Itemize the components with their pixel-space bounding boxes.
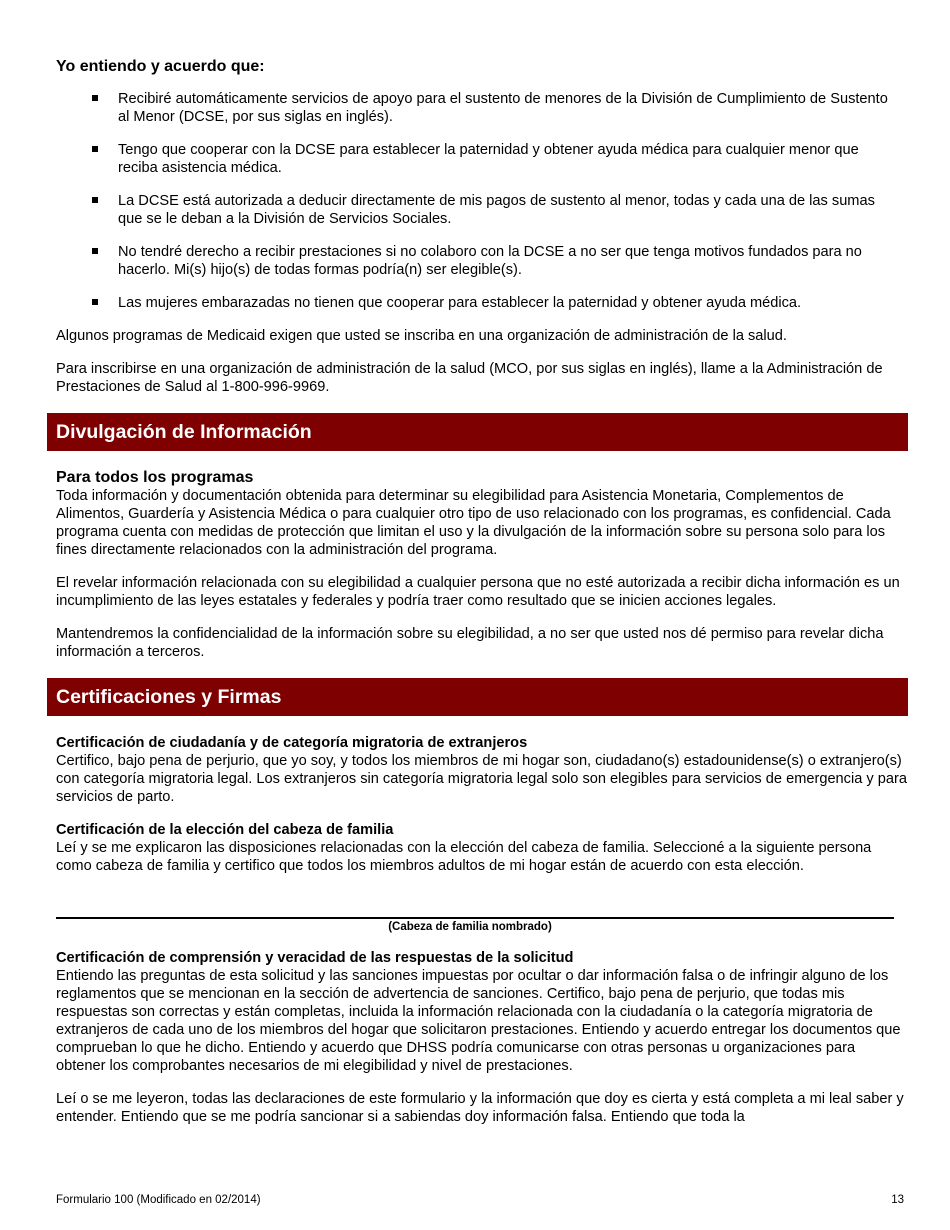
bullet-square-icon <box>92 95 98 101</box>
head-of-household-signature-line[interactable] <box>56 897 894 919</box>
disclosure-section-header: Divulgación de Información <box>47 413 908 451</box>
page-number: 13 <box>891 1194 904 1206</box>
head-of-household-certification <box>56 821 908 875</box>
bullet-square-icon <box>92 146 98 152</box>
list-item: Recibiré automáticamente servicios de apoyo para el sustento de menores de la División de Cumplimiento de Sustento al Menor (DCSE, por sus siglas en inglés). <box>118 90 908 126</box>
certifications-section-header: Certificaciones y Firmas <box>47 678 908 716</box>
disclosure-subheading: Para todos los programas <box>56 469 254 486</box>
signature-caption: (Cabeza de familia nombrado) <box>388 921 552 933</box>
read-statement-text: Leí o se me leyeron, todas las declaraciones de este formulario y la información que doy es cierta y está completa a mi leal saber y entender. Entiendo que se me podría sancionar si a sabiendas doy información falsa. Entiendo que toda la <box>56 1091 904 1125</box>
head-of-household-heading: Certificación de la elección del cabeza de familia <box>56 822 394 838</box>
list-item: La DCSE está autorizada a deducir directamente de mis pagos de sustento al menor, todas y cada una de las sumas que se le deban a la División de Servicios Sociales. <box>118 192 908 228</box>
list-item: Tengo que cooperar con la DCSE para establecer la paternidad y obtener ayuda médica para cualquier menor que reciba asistencia médica. <box>118 141 908 177</box>
medicaid-mco-note: Algunos programas de Medicaid exigen que usted se inscriba en una organización de administración de la salud. <box>56 328 787 344</box>
page-content <box>56 58 908 1141</box>
agreement-heading: Yo entiendo y acuerdo que: <box>56 58 265 75</box>
citizenship-heading: Certificación de ciudadanía y de categoría migratoria de extranjeros <box>56 735 528 751</box>
bullet-square-icon <box>92 299 98 305</box>
disclosure-paragraph-3: Mantendremos la confidencialidad de la información sobre su elegibilidad, a no ser que usted nos dé permiso para revelar dicha información a terceros. <box>56 626 884 660</box>
mco-enrollment-note: Para inscribirse en una organización de administración de la salud (MCO, por sus siglas en inglés), llame a la Administración de Prestaciones de Salud al 1-800-996-9969. <box>56 361 883 395</box>
bullet-square-icon <box>92 248 98 254</box>
list-item: Las mujeres embarazadas no tienen que cooperar para establecer la paternidad y obtener ayuda médica. <box>118 294 908 312</box>
list-item: No tendré derecho a recibir prestaciones si no colaboro con la DCSE a no ser que tenga motivos fundados para no hacerlo. Mi(s) hijo(s) de todas formas podría(n) ser elegible(s). <box>118 243 908 279</box>
disclosure-paragraph-2: El revelar información relacionada con su elegibilidad a cualquier persona que no esté autorizada a recibir dicha información es un incumplimiento de las leyes estatales y federales y podría traer como resultado que se inicien acciones legales. <box>56 575 900 609</box>
form-label: Formulario 100 (Modificado en 02/2014) <box>56 1194 261 1206</box>
head-of-household-text: Leí y se me explicaron las disposiciones relacionadas con la elección del cabeza de familia. Seleccioné a la siguiente persona como cabeza de familia y certifico que todos los miembros adultos de mi hogar están de acuerdo con esta elección. <box>56 840 872 874</box>
agreement-list <box>56 90 908 312</box>
citizenship-text: Certifico, bajo pena de perjurio, que yo soy, y todos los miembros de mi hogar son, ciudadano(s) estadounidense(s) o extranjero(s) con categoría migratoria legal. Los extranjeros sin categoría migratoria legal solo son elegibles para servicios de emergencia y para servicios de parto. <box>56 753 907 805</box>
understanding-heading: Certificación de comprensión y veracidad de las respuestas de la solicitud <box>56 950 574 966</box>
page-footer <box>56 1193 908 1207</box>
disclosure-paragraph-1: Toda información y documentación obtenida para determinar su elegibilidad para Asistencia Monetaria, Complementos de Alimentos, Guardería y Asistencia Médica o para cualquier otro tipo de uso relacionado con los programas, es confidencial. Cada programa cuenta con medidas de protección que limitan el uso y la divulgación de la información sobre su persona solo para los fines directamente relacionados con la administración del programa. <box>56 488 891 558</box>
understanding-certification <box>56 949 908 1075</box>
bullet-square-icon <box>92 197 98 203</box>
disclosure-all-programs <box>56 469 908 559</box>
citizenship-certification <box>56 734 908 806</box>
understanding-text: Entiendo las preguntas de esta solicitud y las sanciones impuestas por ocultar o dar información falsa o de infringir alguno de los reglamentos que se mencionan en la sección de advertencia de sanciones. Certifico, bajo pena de perjurio, que todas mis respuestas son correctas y están completas, incluida la información relacionada con la ciudadanía o la categoría migratoria de extranjeros de cada uno de los miembros del hogar que solicitaron prestaciones. Entiendo y acuerdo entregar los documentos que comprueban lo que he dicho. Entiendo y acuerdo que DHSS podría comunicarse con otras personas u organizaciones para obtener los comprobantes necesarios de mi elegibilidad y nivel de prestaciones. <box>56 968 901 1074</box>
